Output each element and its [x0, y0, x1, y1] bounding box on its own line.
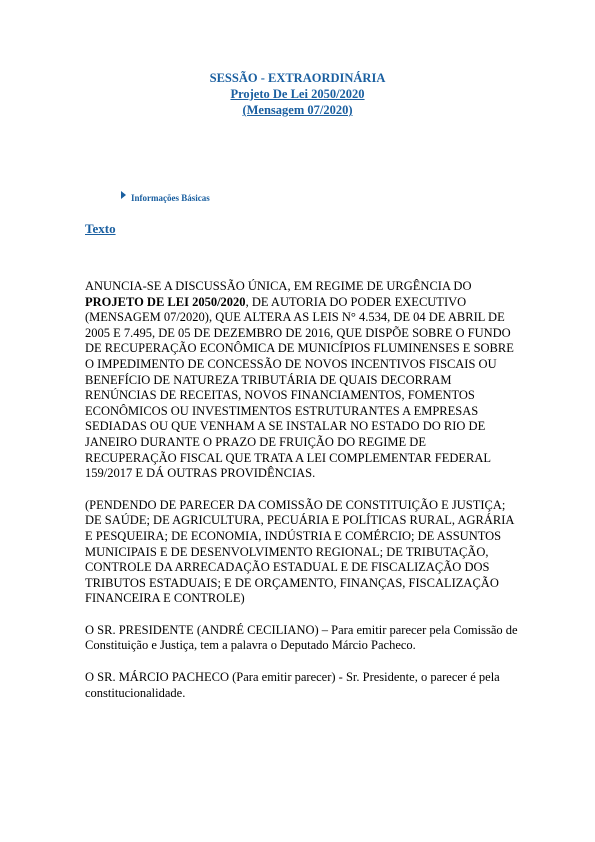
document-header	[0, 70, 595, 118]
document-body	[85, 279, 520, 717]
message-link[interactable]: (Mensagem 07/2020)	[242, 103, 353, 117]
session-title: SESSÃO - EXTRAORDINÁRIA	[209, 71, 386, 85]
pending-paragraph: (PENDENDO DE PARECER DA COMISSÃO DE CONSTITUIÇÃO E JUSTIÇA; DE SAÚDE; DE AGRICULTURA, PECUÁRIA E POLÍTICAS RURAL, AGRÁRIA E PESQUEIRA; DE ECONOMIA, INDÚSTRIA E COMÉRCIO; DE ASSUNTOS MUNICIPAIS E DE DESENVOLVIMENTO REGIONAL; DE TRIBUTAÇÃO, CONTROLE DA ARRECADAÇÃO ESTADUAL E DE FISCALIZAÇÃO DOS TRIBUTOS ESTADUAIS; E DE ORÇAMENTO, FINANÇAS, FISCALIZAÇÃO FINANCEIRA E CONTROLE)	[85, 497, 514, 606]
bill-reference: PROJETO DE LEI 2050/2020	[85, 294, 246, 309]
triangle-right-icon	[121, 191, 126, 199]
president-speech: O SR. PRESIDENTE (ANDRÉ CECILIANO) – Para emitir parecer pela Comissão de Constituição e Justiça, tem a palavra o Deputado Márcio Pacheco.	[85, 622, 518, 653]
info-basic-link[interactable]	[121, 193, 210, 203]
bill-link[interactable]: Projeto De Lei 2050/2020	[230, 87, 365, 101]
info-basic-label: Informações Básicas	[131, 193, 210, 203]
announcement-lead: ANUNCIA-SE A DISCUSSÃO ÚNICA, EM REGIME DE URGÊNCIA DO	[85, 279, 472, 293]
announcement-rest: , DE AUTORIA DO PODER EXECUTIVO (MENSAGEM 07/2020), QUE ALTERA AS LEIS N° 4.534, DE 04 DE ABRIL DE 2005 E 7.495, DE 05 DE DEZEMBRO DE 2016, QUE DISPÕE SOBRE O FUNDO DE RECUPERAÇÃO ECONÔMICA DE MUNICÍPIOS FLUMINENSES E SOBRE O IMPEDIMENTO DE CONCESSÃO DE NOVOS INCENTIVOS FISCAIS OU BENEFÍCIO DE NATUREZA TRIBUTÁRIA DE QUAIS DECORRAM RENÚNCIAS DE RECEITAS, NOVOS FINANCIAMENTOS, FOMENTOS ECONÔMICOS OU INVESTIMENTOS ESTRUTURANTES A EMPRESAS SEDIADAS OU QUE VENHAM A SE INSTALAR NO ESTADO DO RIO DE JANEIRO DURANTE O PRAZO DE FRUIÇÃO DO REGIME DE RECUPERAÇÃO FISCAL QUE TRATA A LEI COMPLEMENTAR FEDERAL 159/2017 E DÁ OUTRAS PROVIDÊNCIAS.	[85, 294, 514, 481]
section-title[interactable]: Texto	[85, 221, 116, 236]
announcement-paragraph	[85, 279, 520, 482]
pacheco-speech: O SR. MÁRCIO PACHECO (Para emitir parecer) - Sr. Presidente, o parecer é pela constitucionalidade.	[85, 670, 500, 700]
